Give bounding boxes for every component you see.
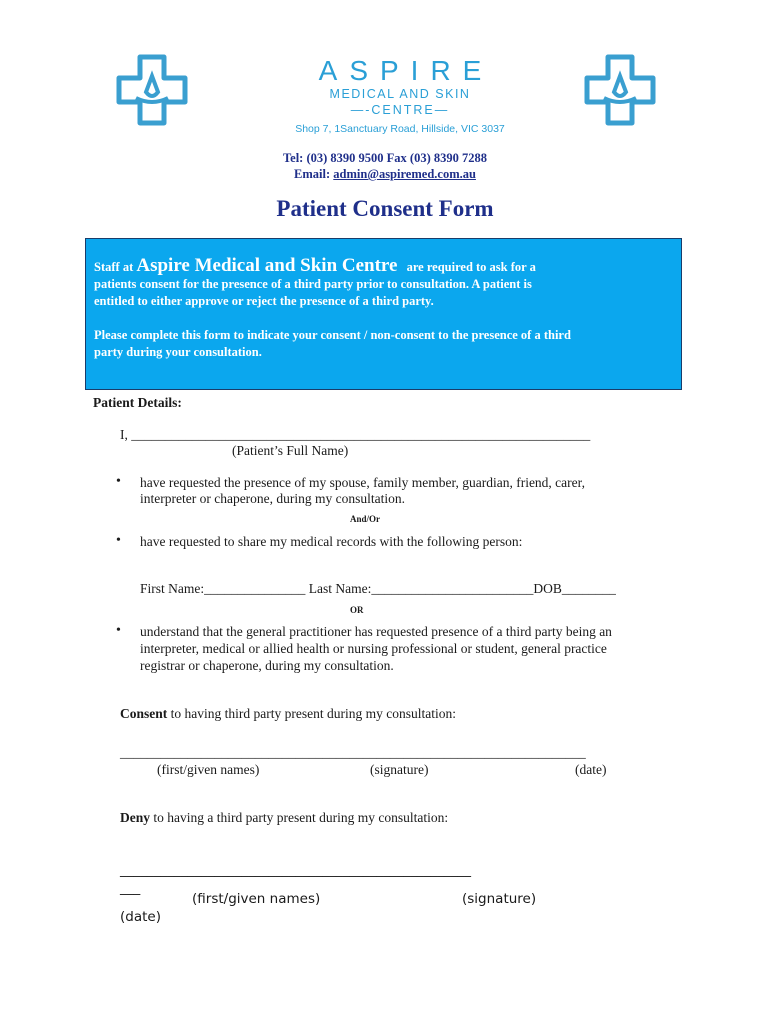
bullet-3-line-3: registrar or chaperone, during my consultation. xyxy=(140,658,394,673)
bullet-1-line-1: have requested the presence of my spouse, family member, guardian, friend, carer, xyxy=(140,475,585,490)
patient-name-field[interactable]: I, ____________________________________________________________________ xyxy=(120,427,591,442)
deny-sign-line-tail[interactable]: ___ xyxy=(120,880,141,896)
brand-block xyxy=(270,56,530,137)
and-or-label: And/Or xyxy=(350,514,381,524)
or-label: OR xyxy=(350,605,364,615)
bullet-icon: • xyxy=(116,474,121,489)
brand-centre: —-CENTRE— xyxy=(350,103,450,117)
medical-cross-icon xyxy=(584,54,656,126)
bullet-3-line-1: understand that the general practitioner has requested presence of a third party being an xyxy=(140,624,612,639)
email-line xyxy=(0,166,770,182)
deny-rest: to having a third party present during my consultation: xyxy=(150,810,449,825)
tel-fax: Tel: (03) 8390 9500 Fax (03) 8390 7288 xyxy=(282,151,488,165)
info-centre-name: Aspire Medical and Skin Centre xyxy=(136,255,398,276)
bullet-icon: • xyxy=(116,623,121,638)
info-staff-at: Staff at xyxy=(94,260,134,274)
brand-subtitle: MEDICAL AND SKIN xyxy=(329,87,471,101)
bullet-3-line-2: interpreter, medical or allied health or nursing professional or student, general practice xyxy=(140,641,607,656)
email-link[interactable]: admin@aspiremed.com.au xyxy=(333,167,476,181)
brand-name: ASPIRE xyxy=(318,55,494,86)
info-box xyxy=(85,238,682,390)
deny-sign-line[interactable]: ____________________________________________________ xyxy=(120,862,471,878)
consent-bold: Consent xyxy=(120,706,168,721)
info-para2-line-1: Please complete this form to indicate your consent / non-consent to the presence of a third xyxy=(94,328,571,342)
info-line-1-rest: are required to ask for a xyxy=(406,260,536,274)
bullet-1-line-2: interpreter or chaperone, during my consultation. xyxy=(140,491,406,506)
info-line-2: patients consent for the presence of a third party prior to consultation. A patient is xyxy=(94,277,532,291)
page-title: Patient Consent Form xyxy=(276,196,494,221)
brand-address: Shop 7, 1Sanctuary Road, Hillside, VIC 3037 xyxy=(295,123,505,135)
consent-caption-names: (first/given names) xyxy=(157,762,260,777)
info-line-3: entitled to either approve or reject the presence of a third party. xyxy=(94,294,434,308)
deny-label xyxy=(120,809,448,826)
consent-caption-signature: (signature) xyxy=(370,762,429,777)
consent-sign-line[interactable]: _____________________________________________________________________ xyxy=(120,745,586,760)
bullet-icon: • xyxy=(116,533,121,548)
consent-label xyxy=(120,705,456,722)
deny-caption-names: (first/given names) xyxy=(192,891,321,907)
info-para2-line-2: party during your consultation. xyxy=(94,345,262,359)
deny-caption-signature: (signature) xyxy=(462,891,537,907)
patient-details-heading: Patient Details: xyxy=(93,395,182,410)
consent-caption-date: (date) xyxy=(575,762,607,777)
email-label: Email: xyxy=(294,167,331,181)
person-fields[interactable]: First Name:_______________ Last Name:________________________DOB________ xyxy=(140,581,616,596)
consent-rest: to having third party present during my consultation: xyxy=(167,706,456,721)
deny-caption-date: (date) xyxy=(120,909,161,925)
medical-cross-icon xyxy=(116,54,188,126)
deny-bold: Deny xyxy=(120,810,150,825)
bullet-2: have requested to share my medical records with the following person: xyxy=(140,534,523,549)
info-line-1 xyxy=(94,257,673,276)
patient-name-caption: (Patient’s Full Name) xyxy=(232,443,349,458)
